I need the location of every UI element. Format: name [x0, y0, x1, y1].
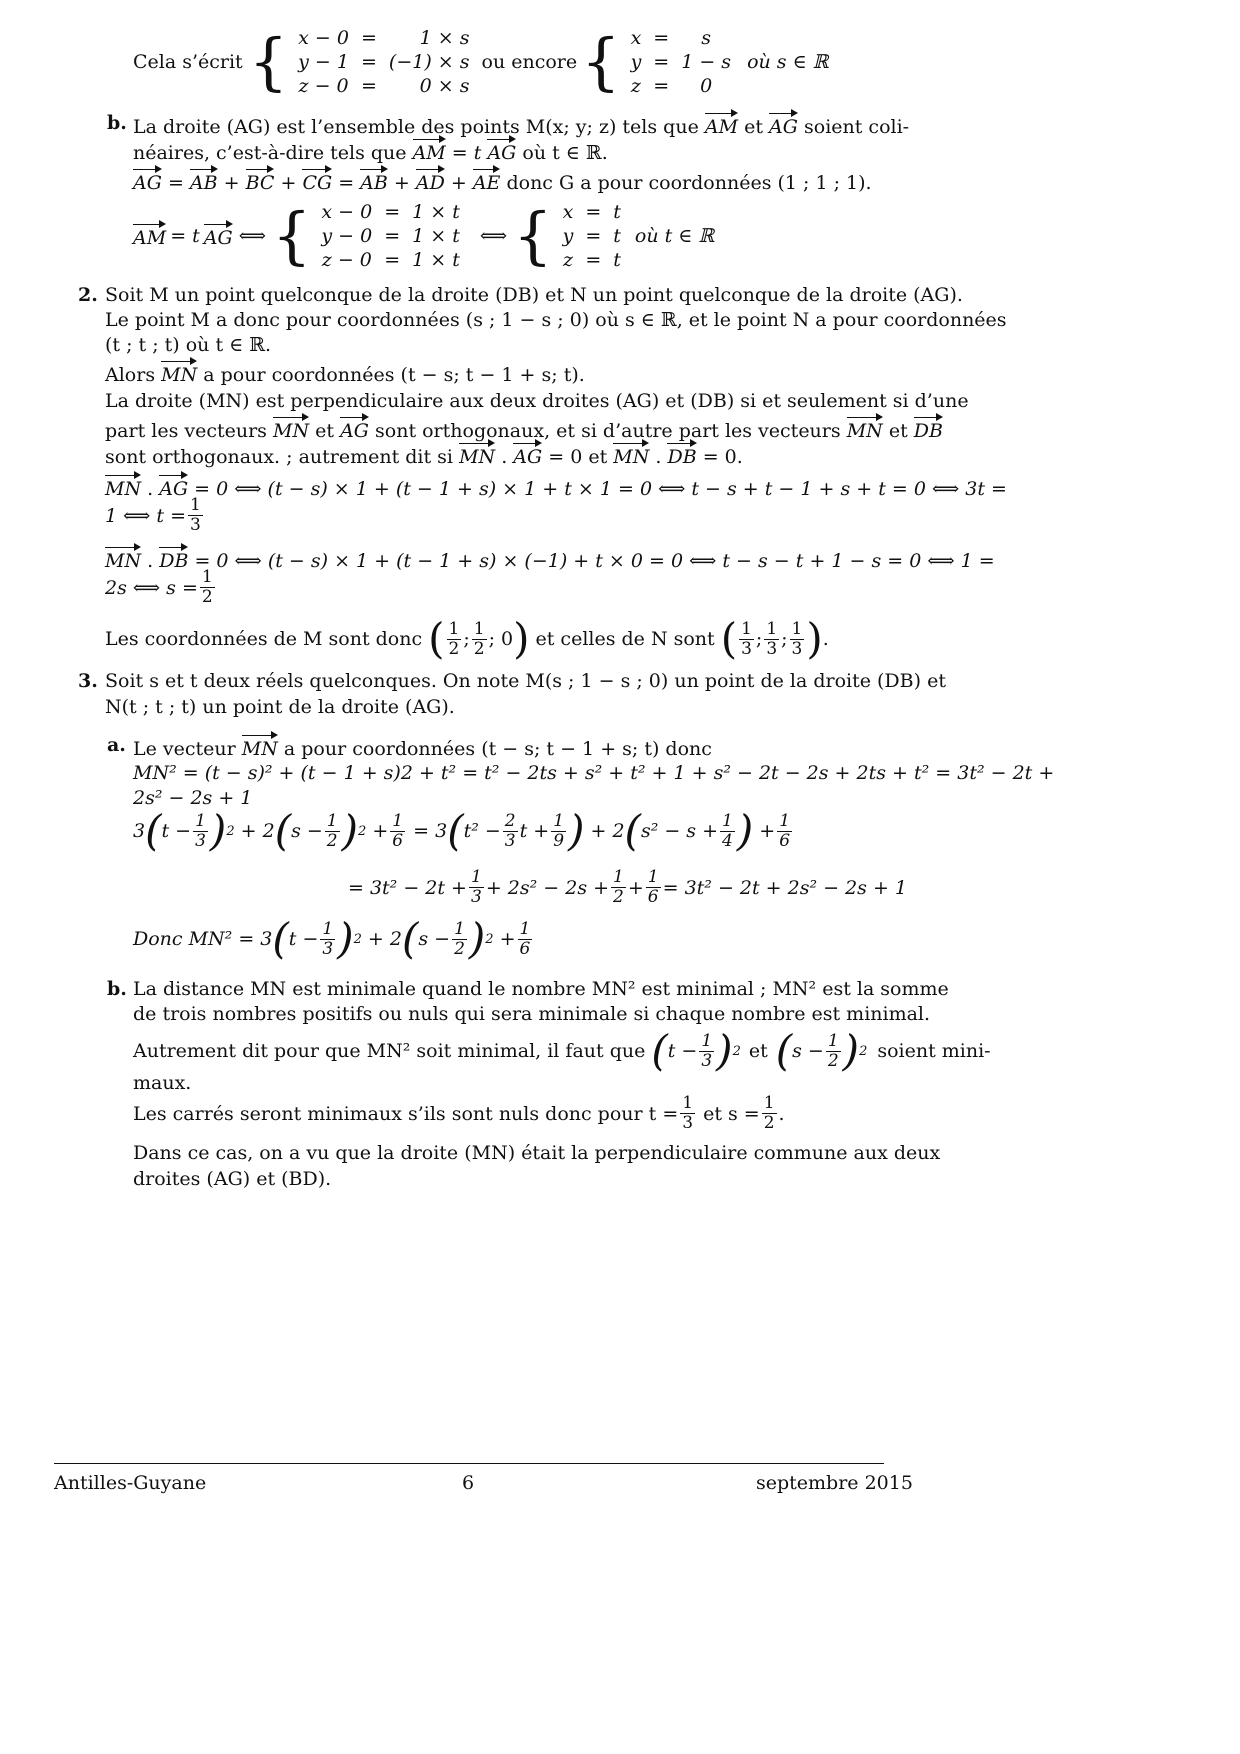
fraction: $\frac{1}{2}$ [201, 567, 213, 607]
q3a-conclusion: Donc MN² = 3 ( t − $\frac{1}{3}$ ) 2 + 2 ( s − $\frac{1}{2}$ ) 2 + $\frac{1}{6}$ [133, 914, 531, 963]
q3b-line5: Les carrés seront minimaux s’ils sont nuls donc pour t = $\frac{1}{3}$ et s = $\frac{1}{2}$ . [133, 1093, 785, 1133]
q3a-line1: Le vecteur MN a pour coordonnées (t − s; t − 1 + s; t) donc [133, 734, 712, 760]
fraction: $\frac{1}{3}$ [190, 495, 201, 535]
q2-eq2: MN . DB = 0 ⟺ (t − s) × 1 + (t − 1 + s) × (−1) + t × 0 = 0 ⟺ t − s − t + 1 − s = 0 ⟺ 1 = [105, 546, 995, 572]
q2-line8: Les coordonnées de M sont donc ( $\frac{1}{2}$ ; $\frac{1}{2}$ ; 0 ) et celles de N sont ( $\frac{1}{3}$ ; $\frac{1}{3}$ ; $\frac{1}{3}$ ) . [105, 614, 829, 663]
b1-line2: néaires, c’est-à-dire tels que AM = t AG où t ∈ ℝ. [133, 138, 608, 164]
q2-line4: Alors MN a pour coordonnées (t − s; t − 1 + s; t). [105, 360, 585, 386]
q3b-line3: Autrement dit pour que MN² soit minimal, il faut que ( t − $\frac{1}{3}$ ) 2 et ( s − $\frac{1}{2}$ ) 2 soient mini- [133, 1026, 991, 1075]
q3-line1: Soit s et t deux réels quelconques. On note M(s ; 1 − s ; 0) un point de la droite (DB) et [105, 670, 946, 692]
q3b-line6: Dans ce cas, on a vu que la droite (MN) était la perpendiculaire commune aux deux [133, 1142, 941, 1164]
q3a-identity1: 3 ( t − $\frac{1}{3}$ ) 2 + 2 ( s − $\frac{1}{2}$ ) 2 + $\frac{1}{6}$ = 3 ( t² − $\frac{2}{3}$ t + $\frac{1}{9}$ ) + 2 ( s² − s + $\frac{1}{4}$ ) + $\frac{1}{6}$ [133, 806, 791, 855]
q3a-line2: MN² = (t − s)² + (t − 1 + s)2 + t² = t² − 2ts + s² + t² + 1 + s² − 2t − 2s + 2ts + t² = 3t² − 2t + [133, 762, 1055, 784]
system-a: x − 0 = 1 × s y − 1 = (−1) × s z − 0 = 0 × s [298, 27, 470, 97]
brace-left: { [271, 199, 312, 272]
q3b-line4: maux. [133, 1072, 192, 1094]
ou-encore-label: ou encore [481, 51, 578, 73]
q2-line7: sont orthogonaux. ; autrement dit si MN . AG = 0 et MN . DB = 0. [105, 442, 743, 468]
cela-label: Cela s’écrit [133, 51, 243, 73]
system-b: x = s y = 1 − s z = 0 [630, 27, 732, 97]
q2-eq1: MN . AG = 0 ⟺ (t − s) × 1 + (t − 1 + s) × 1 + t × 1 = 0 ⟺ t − s + t − 1 + s + t = 0 ⟺ 3t = [105, 474, 1007, 500]
system-db [133, 22, 828, 102]
system-ag: AM = t AG ⟺ { x − 0 = 1 × t y − 0 = 1 × t z − 0 = 1 × t ⟺ { x = t y = t z = t où t ∈ ℝ [133, 199, 715, 272]
b1-line1: La droite (AG) est l’ensemble des points M(x; y; z) tels que AM et AG soient coli- [133, 112, 909, 138]
q3a-label: a. [107, 734, 126, 756]
q2-line5: La droite (MN) est perpendiculaire aux deux droites (AG) et (DB) si et seulement si d’une [105, 390, 969, 412]
b1-label: b. [107, 112, 127, 134]
brace-left: { [513, 199, 553, 272]
q2-line3: (t ; t ; t) où t ∈ ℝ. [105, 334, 272, 356]
q2-eq2b: 2s ⟺ s = $\frac{1}{2}$ [105, 567, 213, 607]
q3a-line3: 2s² − 2s + 1 [133, 787, 253, 809]
q3b-line2: de trois nombres positifs ou nuls qui sera minimale si chaque nombre est minimal. [133, 1003, 931, 1025]
q2-eq1b: 1 ⟺ t = $\frac{1}{3}$ [105, 495, 201, 535]
footer-right: septembre 2015 [756, 1472, 913, 1494]
footer-page-number: 6 [462, 1472, 475, 1494]
q3a-identity2: = 3t² − 2t + $\frac{1}{3}$ + 2s² − 2s + $\frac{1}{2}$ + $\frac{1}{6}$ = 3t² − 2t + 2s² − 2s + 1 [348, 867, 908, 907]
q2-line1: Soit M un point quelconque de la droite (DB) et N un point quelconque de la droite (AG). [105, 284, 963, 306]
q3-label: 3. [78, 670, 98, 692]
brace-left: { [248, 25, 289, 98]
q3b-label: b. [107, 978, 127, 1000]
q3-line2: N(t ; t ; t) un point de la droite (AG). [105, 696, 455, 718]
q2-line2: Le point M a donc pour coordonnées (s ; 1 − s ; 0) où s ∈ ℝ, et le point N a pour coordonnées [105, 309, 1007, 331]
q3b-line1: La distance MN est minimale quand le nombre MN² est minimal ; MN² est la somme [133, 978, 949, 1000]
footer-rule [54, 1463, 884, 1464]
domain-s: où s ∈ ℝ [747, 51, 829, 73]
brace-left: { [581, 25, 621, 98]
q2-label: 2. [78, 284, 98, 306]
q3b-line7: droites (AG) et (BD). [133, 1168, 332, 1190]
footer-left: Antilles-Guyane [54, 1472, 207, 1494]
q2-line6: part les vecteurs MN et AG sont orthogonaux, et si d’autre part les vecteurs MN et DB [105, 416, 943, 442]
b1-line3: AG = AB + BC + CG = AB + AD + AE donc G a pour coordonnées (1 ; 1 ; 1). [133, 168, 872, 194]
